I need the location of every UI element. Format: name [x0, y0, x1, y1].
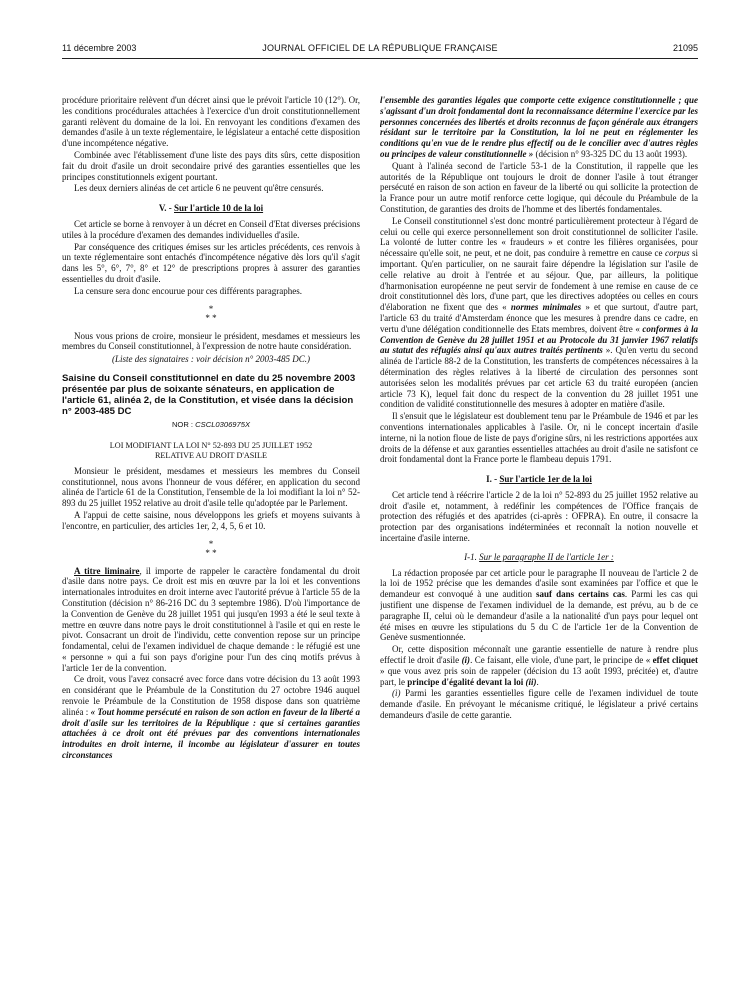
paragraph: procédure prioritaire relèvent d'un décret ainsi que le prévoit l'article 10 (12°). Or, les conditions procédurales attachées à l'exercice d'un droit constitutionnellement garanti relèvent du domaine de la loi. En renvoyant les conditions d'examen des demandes d'asile à un texte réglementaire, le législateur a entaché cette disposition d'une incompétence négative.: [62, 95, 360, 149]
text-run: Or, cette disposition méconnaît une garantie essentielle de nature à rendre plus effectif le droit d'asile: [380, 644, 698, 666]
paragraph: [380, 568, 698, 644]
section-number: V. -: [158, 203, 174, 214]
text-bold: principe d'égalité devant la loi: [407, 676, 524, 687]
paragraph: Combinée avec l'établissement d'une liste des pays dits sûrs, cette disposition fait du droit d'asile un droit secondaire privé des garanties essentielles que les principes constitutionnels exigent pourtant.: [62, 149, 360, 182]
text-run: » et que surtout, d'autre part, l'article 63 du traité d'Amsterdam énonce que les mesures à prendre dans ce cadre, en vertu d'une délégation conditionnelle des Etats membres, doivent être «: [380, 302, 698, 334]
paragraph: [380, 688, 698, 720]
paragraph: La censure sera donc encourue pour ces différents paragraphes.: [74, 285, 302, 296]
page-header: [62, 43, 698, 57]
nor-label: NOR :: [171, 419, 196, 429]
text-bold: effet cliquet: [652, 655, 698, 666]
section-heading-v: [62, 203, 360, 214]
paragraph: Monsieur le président, mesdames et messieurs les membres du Conseil constitutionnel, nous avons l'honneur de vous déférer, en application du second alinéa de l'article 61 de la Constitution, l'ensemble de la loi modifiant la loi n° 52-893 du 25 juillet 1952 relative au droit d'asile telle qu'adoptée par le Parlement.: [62, 465, 360, 509]
paragraph: Quant à l'alinéa second de l'article 53-1 de la Constitution, il rappelle que les autorités de la République ont toujours le droit de donner l'asile à tout étranger persécuté en raison de son action en faveur de la liberté ou qui sollicite la protection de la France pour un autre motif renforce cette logique, qui découle du Préambule de la Constitution, de garanties des droits de l'homme et des libertés fondamentales.: [380, 160, 698, 214]
text-italic: normes minimales: [510, 302, 582, 313]
subsection-title: Sur le paragraphe II de l'article 1er :: [479, 551, 614, 562]
paragraph: Par conséquence des critiques émises sur les articles précédents, ces renvois à un texte réglementaire sont entachés d'incompétence négative dès lors qu'il s'agit dans les 5°, 6°, 7°, 8° et 12° de prescriptions propres à assurer des garanties essentielles du droit d'asile.: [62, 241, 360, 284]
quotation: « Tout homme persécuté en raison de son action en faveur de la liberté a droit d'asile sur les territoires de la République : que si certaines garanties attachées à ce droit ont été prévues par des conventions internationales introduites en droit interne, il incombe au législateur d'assurer en toutes circonstances: [62, 706, 360, 761]
asterism: * * *: [205, 538, 217, 558]
text-run: La rédaction proposée par cet article pour le paragraphe II nouveau de l'article 2 de la loi de 1952 précise que les demandes d'asile sont examinées par l'office et que le demandeur est convoqué à une audition: [380, 567, 698, 600]
subsection-number: I-1.: [464, 551, 480, 562]
signatories-note: (Liste des signataires : voir décision n° 2003-485 DC.): [112, 354, 310, 365]
nor-reference: [62, 420, 360, 431]
liminaire-lead: A titre liminaire: [74, 565, 140, 576]
paragraph: [380, 644, 698, 687]
quotation: conformes à la Convention de Genève du 28 juillet 1951 et au Protocole du 31 janvier 1967 relatifs au statut des réfugiés ainsi qu'aux autres traités pertinents: [380, 323, 698, 356]
nor-code: CSCL0306975X: [195, 419, 251, 429]
text-run: . Ce faisant, elle viole, d'une part, le principe de «: [470, 655, 653, 666]
text-run: (décision n° 93-325 DC du 13 août 1993).: [533, 148, 688, 159]
paragraph: [380, 95, 698, 160]
paragraph: [62, 674, 360, 760]
paragraph-liminaire: [62, 566, 360, 674]
section-title: Sur l'article 10 de la loi: [174, 203, 264, 214]
paragraph: Cet article se borne à renvoyer à un décret en Conseil d'Etat diverses précisions utiles à la procédure d'examen des demandes individuelles d'asile.: [62, 218, 360, 240]
section-heading-i: [380, 474, 698, 485]
text-run: si important. Qu'en particulier, on ne saurait faire dépendre la législation sur l'asile de celle relative au droit à l'entrée et au séjour. Que, par ailleurs, la politique d'harmonisation européenne ne peut servir de fondement à une remise en cause de ce droit constitutionnel dès lors, d'une part, que les directives adoptées ou celles en cours d'élaboration ne fixent que des «: [380, 248, 698, 313]
header-title: JOURNAL OFFICIEL DE LA RÉPUBLIQUE FRANÇAISE: [262, 43, 498, 53]
text-bold: sauf dans certains cas: [536, 589, 625, 600]
paragraph: [380, 216, 698, 410]
liminaire-text: , il importe de rappeler le caractère fondamental du droit d'asile dans notre pays. Ce droit est mis en œuvre par la loi et les conventions internationales introduites en droit interne avec l'autorité prévue à l'article 55 de la Constitution (décision n° 86-216 DC du 3 septembre 1986). D'où l'importance de la Convention de Genève du 28 juillet 1951 qui jusqu'en 1993 a été le seul texte à mettre en œuvre dans notre pays le droit constitutionnel à l'asile et qui en reste le pivot. Consacrant un droit de l'individu, cette convention repose sur un principe fondamental, celui de l'examen individuel de chaque demande : le réfugié est une « personne » qui a fui son pays d'origine pour l'un des cinq motifs prévus à l'article 1er de la convention.: [62, 565, 360, 673]
text-run: ». Qu'en vertu du second alinéa de l'article 88-2 de la Constitution, les transferts de compétences nécessaires à la détermination des règles relatives à la liberté de circulation des personnes sont autorisées selon les modalités prévues par cet article 63 du traité européen (ancien article 73 K), lequel fait donc du respect de la convention du 28 juillet 1951 une condition de validité constitutionnelle des mesures à adopter en matière d'asile.: [380, 345, 698, 410]
left-column: [62, 95, 360, 975]
header-page-number: 21095: [672, 43, 698, 53]
section-number: I. -: [486, 474, 500, 485]
paragraph: Nous vous prions de croire, monsieur le président, mesdames et messieurs les membres du Conseil constitutionnel, à l'expression de notre haute considération.: [62, 330, 360, 352]
text-run: .: [536, 676, 539, 687]
paragraph: Il s'ensuit que le législateur est doublement tenu par le Préambule de 1946 et par les conventions internationales applicables à l'asile. Or, ni le concept incertain d'asile interne, ni la notion floue de liste de pays d'origine sûrs, ni les restrictions apportées aux droits de la défense et aux garanties essentielles attachées au droit d'asile ne satisfont ce droit fondamental dont la France porte le flambeau depuis 1791.: [380, 411, 698, 465]
paragraph: Les deux derniers alinéas de cet article 6 ne peuvent qu'être censurés.: [74, 183, 324, 194]
saisine-heading: Saisine du Conseil constitutionnel en date du 25 novembre 2003 présentée par plus de soixante sénateurs, en application de l'article 61, alinéa 2, de la Constitution, et visée dans la décision n° 2003-485 DC: [62, 372, 356, 417]
text-italic: corpus: [664, 248, 690, 259]
section-title: Sur l'article 1er de la loi: [499, 474, 592, 485]
paragraph: A l'appui de cette saisine, nous développons les griefs et moyens suivants à l'encontre, en particulier, des articles 1er, 2, 4, 5, 6 et 10.: [62, 509, 360, 531]
asterism: * * *: [205, 303, 217, 323]
text-italic: (i): [461, 655, 471, 666]
header-rule: [62, 58, 698, 59]
law-title: LOI MODIFIANT LA LOI N° 52-893 DU 25 JUILLET 1952 RELATIVE AU DROIT D'ASILE: [109, 440, 313, 460]
text-run: Parmi les garanties essentielles figure celle de l'examen individuel de toute demande d'asile. En prévoyant le mécanisme critiqué, le législateur a privé certains demandeurs d'asile de cette garantie.: [380, 688, 698, 721]
text-run: » que vous avez pris soin de rappeler (décision du 13 août 1993, précitée) et, d'autre part, le: [380, 665, 698, 687]
text-italic: (ii): [525, 676, 537, 687]
quotation: l'ensemble des garanties légales que comporte cette exigence constitutionnelle ; que s'agissant d'un droit fondamental dont la reconnaissance détermine l'exercice par les personnes concernées des libertés et droits reconnus de façon générale aux étrangers résidant sur le territoire par la Constitution, la loi ne peut en réglementer les conditions qu'en vue de le rendre plus effectif ou de le concilier avec d'autres règles ou principes de valeur constitutionnelle »: [380, 95, 698, 159]
text-italic: (i): [392, 688, 401, 699]
paragraph: Cet article tend à réécrire l'article 2 de la loi n° 52-893 du 25 juillet 1952 relative au droit d'asile et, notamment, à redéfinir les compétences de l'Office français de protection des réfugiés et des apatrides (ci-après : OFPRA). En outre, il consacre la protection par des organisations indéterminées et reconnaît la notion nouvelle et incertaine d'asile interne.: [380, 489, 698, 544]
right-column: [380, 95, 698, 975]
text-run: Le Conseil constitutionnel s'est donc montré particulièrement protecteur à l'égard de celui ou celle qui exerce personnellement son droit constitutionnel de solliciter l'asile. La volonté de lutter contre les « fraudeurs » et contre les filières organisées, pour nécessaire qu'elle soit, ne peut, et ne doit, pas conduire à remettre en cause ce: [380, 215, 698, 259]
text-run: Ce droit, vous l'avez consacré avec force dans votre décision du 13 août 1993 en considérant que le Préambule de la Constitution du 27 octobre 1946 auquel renvoie le Préambule de la Constitution de 1958 dispose dans son quatrième alinéa :: [62, 674, 360, 717]
subsection-heading: [380, 552, 698, 563]
text-run: . Parmi les cas qui justifient une dispense de l'examen individuel de la demande, est prévu, au b de ce paragraphe II, celui où le demandeur d'asile a la nationalité d'un pays pour lequel ont été mises en œuvre les stipulations du 5 du C de l'article 1er de la Convention de Genève susmentionnée.: [380, 589, 698, 643]
header-date: 11 décembre 2003: [62, 43, 137, 53]
